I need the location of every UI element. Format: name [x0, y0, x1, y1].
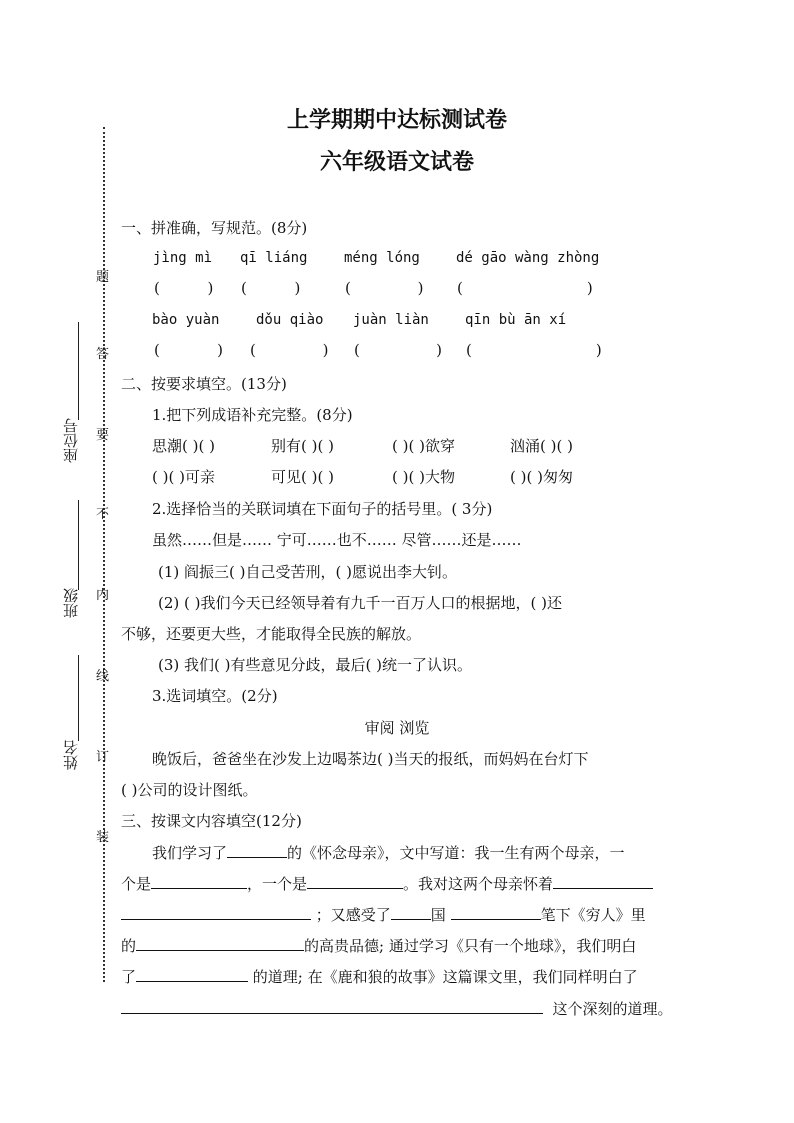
text-segment: 的高贵品德; 通过学习《只有一个地球》，我们明白 [304, 937, 637, 955]
idiom-item[interactable]: ( )( )欲穿 [392, 437, 455, 455]
pinyin-item: méng lóng [344, 250, 420, 266]
pinyin-item: qī liáng [240, 250, 308, 266]
section3-line-5 [121, 966, 638, 987]
q2-sentence-1[interactable]: (1) 阎振三( )自己受苦刑，( )愿说出李大钊。 [158, 563, 457, 581]
section3-line-6 [121, 998, 673, 1019]
section1-heading: 一、拼准确，写规范。(8分) [121, 219, 308, 237]
fill-blank[interactable] [451, 905, 541, 920]
idiom-item[interactable]: ( )( )匆匆 [510, 468, 573, 486]
binding-word: 订 [96, 750, 110, 765]
text-segment: 了 [121, 968, 137, 986]
text-segment: 这个深刻的道理。 [552, 1000, 673, 1018]
q3-line-2[interactable]: ( )公司的设计图纸。 [121, 781, 258, 799]
pinyin-item: dǒu qiào [256, 312, 324, 328]
binding-word: 要 [96, 428, 110, 443]
q2-options: 虽然……但是…… 宁可……也不…… 尽管……还是…… [152, 531, 522, 549]
seat-number-field[interactable] [78, 322, 79, 420]
q2-sentence-2-cont: 不够，还要更大些，才能取得全民族的解放。 [121, 625, 422, 643]
text-segment: ；又感受了 [315, 906, 391, 924]
binding-word: 题 [96, 270, 110, 285]
answer-parens[interactable]: ( ) [345, 279, 424, 297]
section3-line-2 [121, 873, 653, 894]
q3-word-options: 审阅 浏览 [364, 719, 430, 737]
answer-parens[interactable]: ( ) [466, 341, 602, 359]
text-segment: 我们学习了 [152, 844, 228, 862]
class-field[interactable] [78, 500, 79, 590]
page-subtitle: 六年级语文试卷 [319, 149, 474, 175]
fill-blank[interactable] [151, 874, 247, 889]
binding-word: 答 [96, 347, 110, 362]
section3-heading: 三、按课文内容填空(12分) [121, 812, 302, 830]
fill-blank[interactable] [307, 874, 403, 889]
text-segment: 国 [430, 906, 446, 924]
answer-parens[interactable]: ( ) [241, 279, 301, 297]
fill-blank[interactable] [136, 936, 304, 951]
fill-blank[interactable] [553, 874, 653, 889]
q2-sentence-2[interactable]: (2) ( )我们今天已经领导着有九千一百万人口的根据地，( )还 [158, 594, 562, 612]
q2-title: 2.选择恰当的关联词填在下面句子的括号里。( 3分) [152, 500, 493, 518]
text-segment: 的道理; 在《鹿和狼的故事》这篇课文里，我们同样明白了 [252, 968, 638, 986]
answer-parens[interactable]: ( ) [250, 341, 329, 359]
text-segment: 个是 [121, 875, 152, 893]
binding-word: 线 [96, 669, 110, 684]
pinyin-item: jìng mì [153, 250, 213, 266]
text-segment: ，一个是 [247, 875, 308, 893]
pinyin-item: juàn liàn [353, 312, 429, 328]
name-label: 姓名 [62, 740, 80, 770]
pinyin-item: qīn bù ān xí [465, 312, 567, 328]
section3-line-4 [121, 935, 636, 956]
pinyin-item: dé gāo wàng zhòng [456, 250, 600, 266]
page-title: 上学期期中达标测试卷 [286, 107, 507, 133]
idiom-item[interactable]: 别有( )( ) [271, 437, 334, 455]
q1-title: 1.把下列成语补充完整。(8分) [152, 406, 353, 424]
idiom-item[interactable]: 可见( )( ) [271, 468, 334, 486]
pinyin-item: bào yuàn [152, 312, 220, 328]
answer-parens[interactable]: ( ) [354, 341, 442, 359]
answer-parens[interactable]: ( ) [154, 341, 223, 359]
text-segment: 。我对这两个母亲怀着 [403, 875, 554, 893]
idiom-item[interactable]: ( )( )大物 [392, 468, 455, 486]
fill-blank[interactable] [121, 999, 543, 1014]
q2-sentence-3[interactable]: (3) 我们( )有些意见分歧，最后( )统一了认识。 [158, 656, 472, 674]
binding-dotted-line [103, 127, 105, 982]
section3-line-3 [121, 904, 646, 925]
fill-blank[interactable] [227, 843, 287, 858]
fill-blank[interactable] [121, 905, 311, 920]
text-segment: 的《怀念母亲》，文中写道：我一生有两个母亲，一 [287, 844, 625, 862]
q3-title: 3.选词填空。(2分) [152, 687, 278, 705]
fill-blank[interactable] [136, 967, 248, 982]
idiom-item[interactable]: 思潮( )( ) [152, 437, 215, 455]
section3-line-1 [152, 842, 625, 863]
binding-word: 内 [96, 588, 110, 603]
answer-parens[interactable]: ( ) [457, 279, 593, 297]
fill-blank[interactable] [391, 905, 431, 920]
binding-word: 装 [96, 830, 110, 845]
binding-word: 不 [96, 507, 110, 522]
text-segment: 笔下《穷人》里 [540, 906, 646, 924]
answer-parens[interactable]: ( ) [154, 279, 214, 297]
class-label: 班级 [62, 588, 80, 618]
text-segment: 的 [121, 937, 137, 955]
idiom-item[interactable]: ( )( )可亲 [152, 468, 215, 486]
seat-number-label: 座位号 [62, 418, 80, 463]
q3-line-1[interactable]: 晚饭后，爸爸坐在沙发上边喝茶边( )当天的报纸，而妈妈在台灯下 [152, 750, 589, 768]
section2-heading: 二、按要求填空。(13分) [121, 375, 287, 393]
idiom-item[interactable]: 汹涌( )( ) [510, 437, 573, 455]
